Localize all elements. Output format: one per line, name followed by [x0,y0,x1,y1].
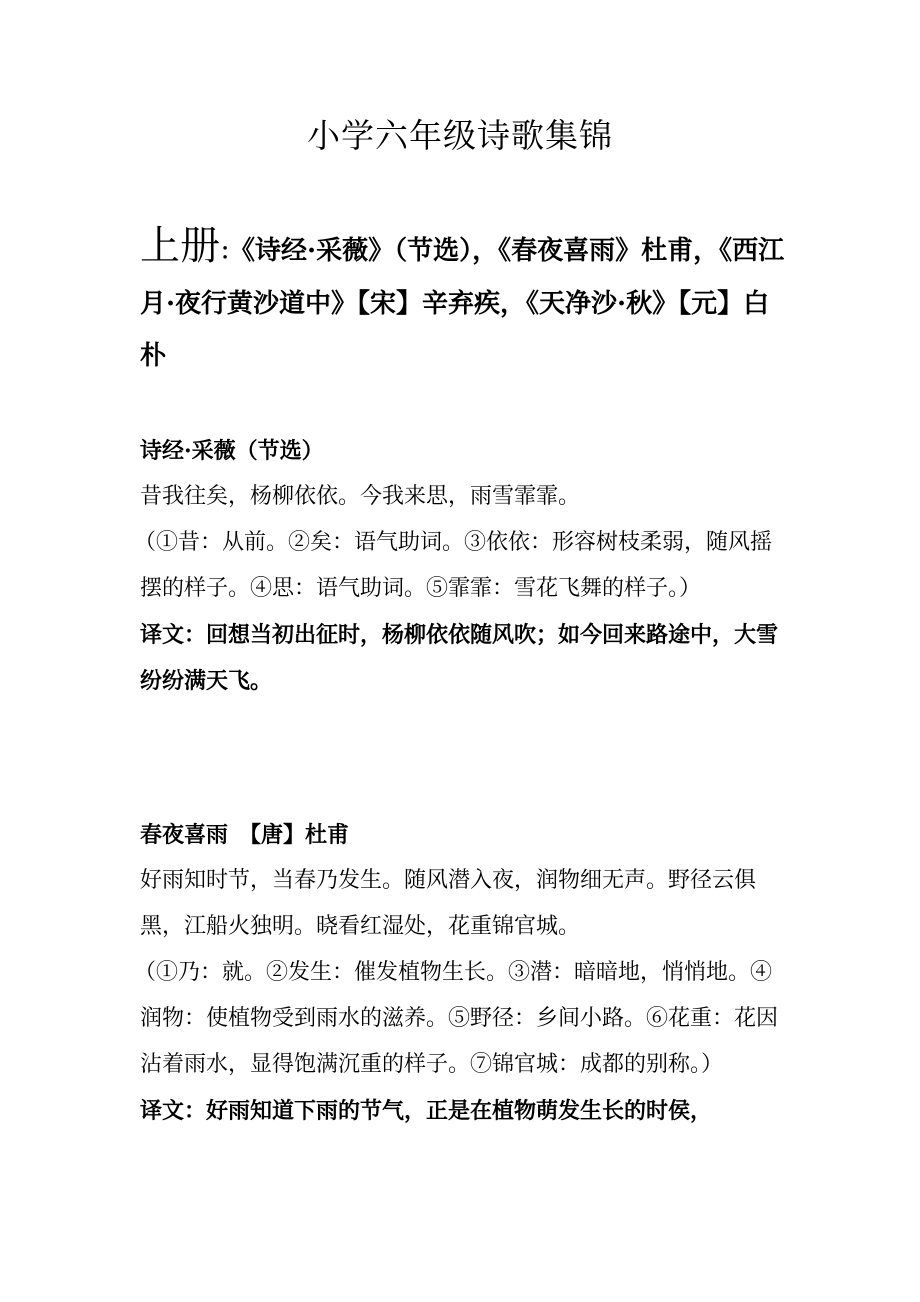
volume-colon: ： [220,239,243,265]
volume-label: 上册 [140,223,220,269]
volume-contents [140,220,790,382]
poem-translation: 译文：回想当初出征时，杨柳依依随风吹；如今回来路途中，大雪纷纷满天飞。 [140,622,779,694]
poem-heading: 诗经·采薇（节选） [140,438,324,464]
volume-contents-text: 《诗经·采薇》（节选），《春夜喜雨》杜甫，《西江月·夜行黄沙道中》【宋】辛弃疾，《天净沙·秋》【元】白朴 [140,236,785,371]
poem-section-caiwei [134,428,790,704]
poem-text: 昔我往矣，杨柳依依。今我来思，雨雪霏霏。 [140,484,581,509]
poem-section-chunyexiyu [134,812,790,1134]
document-title: 小学六年级诗歌集锦 [307,116,613,155]
poem-heading: 春夜喜雨 【唐】杜甫 [140,822,350,848]
poem-notes: （①昔：从前。②矣：语气助词。③依依：形容树枝柔弱，随风摇摆的样子。④思：语气助词。⑤霏霏：雪花飞舞的样子。） [134,530,773,601]
poem-notes: （①乃：就。②发生：催发植物生长。③潜：暗暗地，悄悄地。④润物：使植物受到雨水的滋养。⑤野径：乡间小路。⑥花重：花因沾着雨水，显得饱满沉重的样子。⑦锦官城：成都的别称。） [134,960,779,1077]
poem-text: 好雨知时节，当春乃发生。随风潜入夜，润物细无声。野径云俱黑，江船火独明。晓看红湿处，花重锦官城。 [140,868,757,939]
poem-translation: 译文：好雨知道下雨的节气，正是在植物萌发生长的时侯， [140,1098,713,1124]
